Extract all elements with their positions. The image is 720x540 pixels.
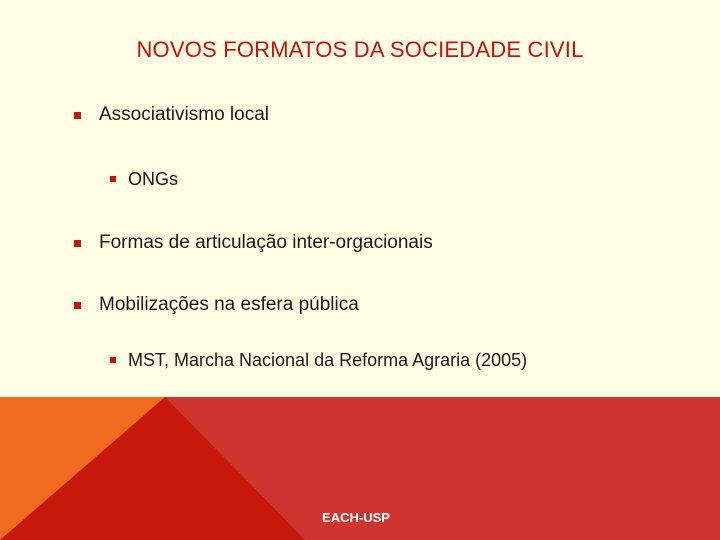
slide-title: NOVOS FORMATOS DA SOCIEDADE CIVIL [136, 37, 584, 62]
bullet-text: Formas de articulação inter-orgacionais [99, 232, 433, 253]
sub-bullet-item [110, 349, 527, 371]
square-bullet-icon [74, 302, 81, 309]
bullet-item [74, 231, 433, 255]
bullet-text: MST, Marcha Nacional da Reforma Agraria (2005) [128, 350, 528, 370]
bullet-item [74, 103, 269, 127]
square-bullet-icon [74, 240, 81, 247]
bullet-text: ONGs [128, 169, 179, 189]
square-bullet-icon [110, 357, 116, 363]
sub-bullet-item [110, 168, 178, 190]
square-bullet-icon [110, 176, 116, 182]
bullet-text: Associativismo local [99, 104, 269, 125]
square-bullet-icon [74, 112, 81, 119]
bullet-text: Mobilizações na esfera pública [99, 294, 359, 315]
bullet-item [74, 293, 359, 317]
footer-label: EACH-USP [322, 510, 390, 525]
